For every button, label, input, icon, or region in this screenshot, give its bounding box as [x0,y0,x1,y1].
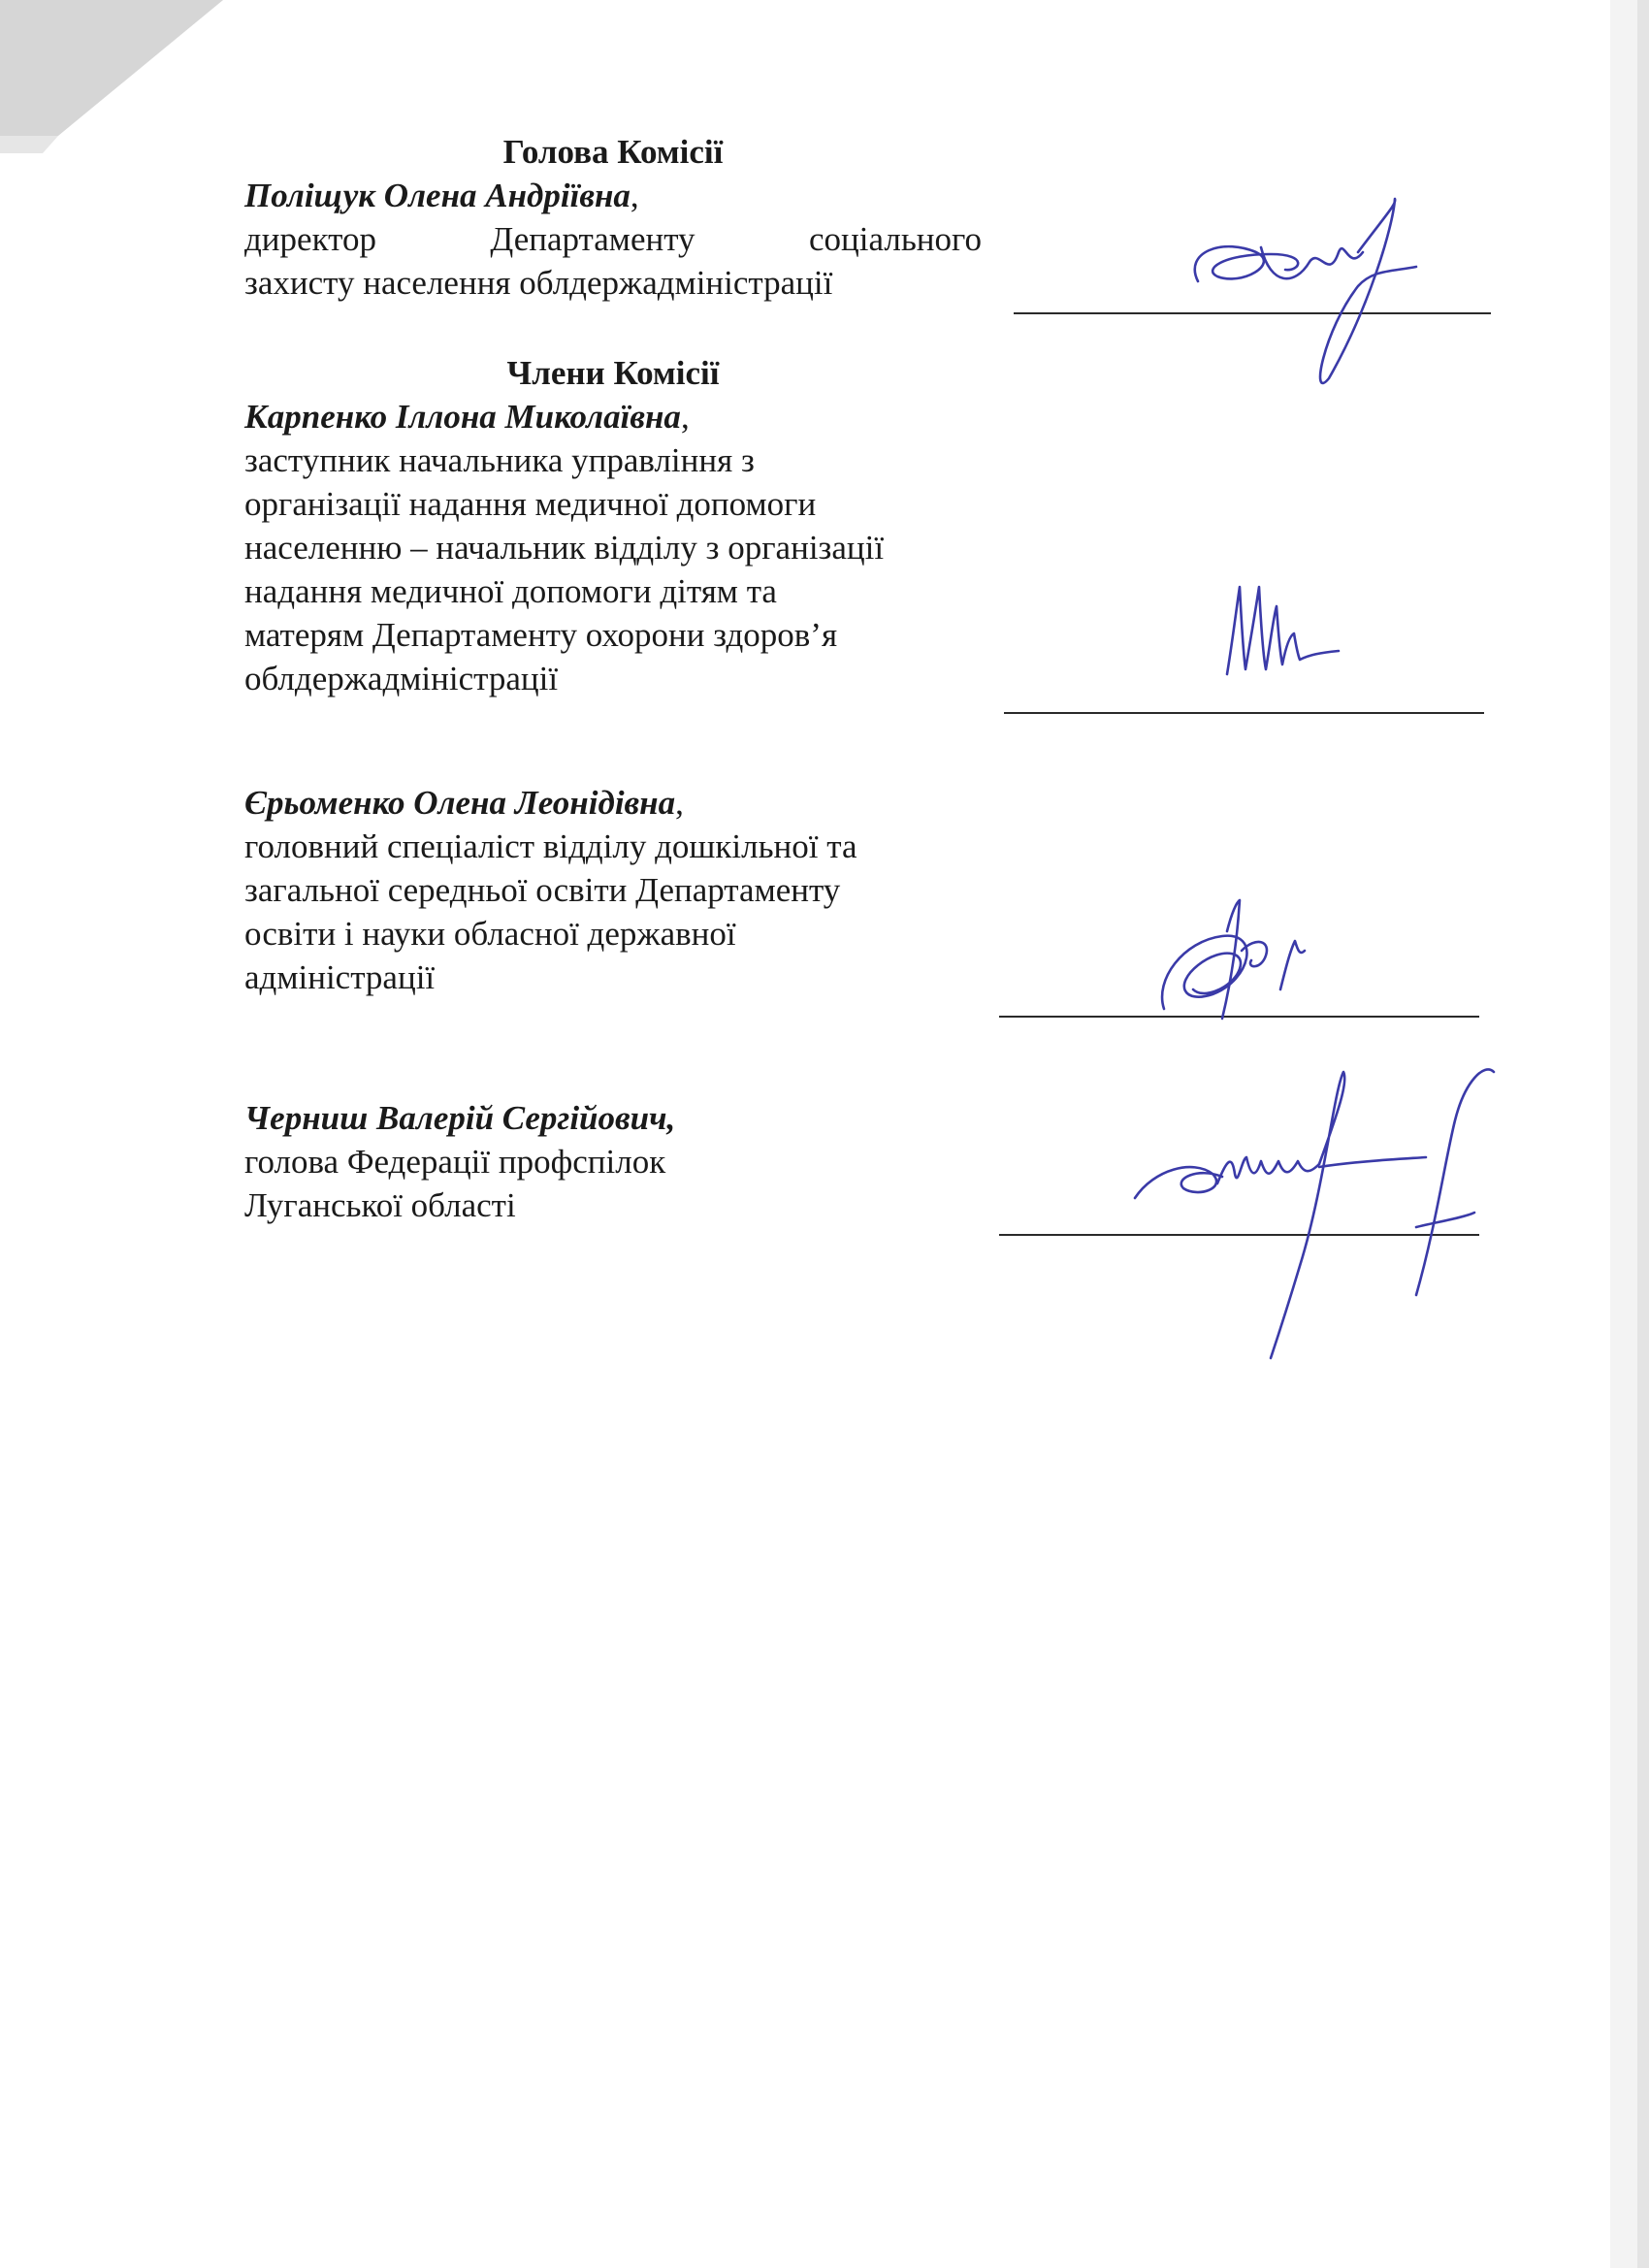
member-position-line: головний спеціаліст відділу дошкільної та [244,827,857,865]
signature-member-2 [1145,892,1339,1038]
member-position-line: населенню – начальник відділу з організації [244,529,885,567]
member-position-line: освіти і науки обласної державної [244,915,736,953]
member-name-suffix: , [675,784,684,822]
member-name [244,395,982,438]
member-name [244,1096,982,1140]
member-position-line: облдержадміністрації [244,660,559,697]
member-entry [244,781,982,999]
signature-member-3 [1106,1053,1533,1382]
member-position-line: загальної середньої освіти Департаменту [244,871,841,909]
member-position-line: організації надання медичної допомоги [244,485,817,523]
member-position-line: Луганської області [244,1186,516,1224]
member-position-line: матерям Департаменту охорони здоров’я [244,616,838,654]
member-name [244,781,982,825]
chair-position-line: захисту населення облдержадміністрації [244,264,833,302]
signature-chair [1164,194,1455,398]
chair-name-text: Поліщук Олена Андріївна [244,177,630,214]
member-name-text: Карпенко Іллона Миколаївна [244,398,681,436]
member-entry [244,1096,982,1227]
member-position-line: голова Федерації профспілок [244,1143,666,1181]
signature-member-1 [1212,529,1368,684]
member-entry [244,395,982,700]
member-position-line: адміністрації [244,958,436,996]
chair-name-suffix: , [630,177,639,214]
signature-line [1004,712,1484,714]
chair-entry [244,174,982,305]
chair-name [244,174,982,217]
member-position-line: заступник начальника управління з [244,441,755,479]
chair-heading: Голова Комісії [502,133,724,171]
member-position-line: надання медичної допомоги дітям та [244,572,777,610]
member-name-text: Єрьоменко Олена Леонідівна [244,784,676,822]
member-name-suffix: , [680,398,690,436]
chair-position-line: директор Департаменту соціального [244,220,982,258]
member-name-text: Черниш Валерій Сергійович, [244,1099,676,1137]
members-heading: Члени Комісії [506,354,720,392]
